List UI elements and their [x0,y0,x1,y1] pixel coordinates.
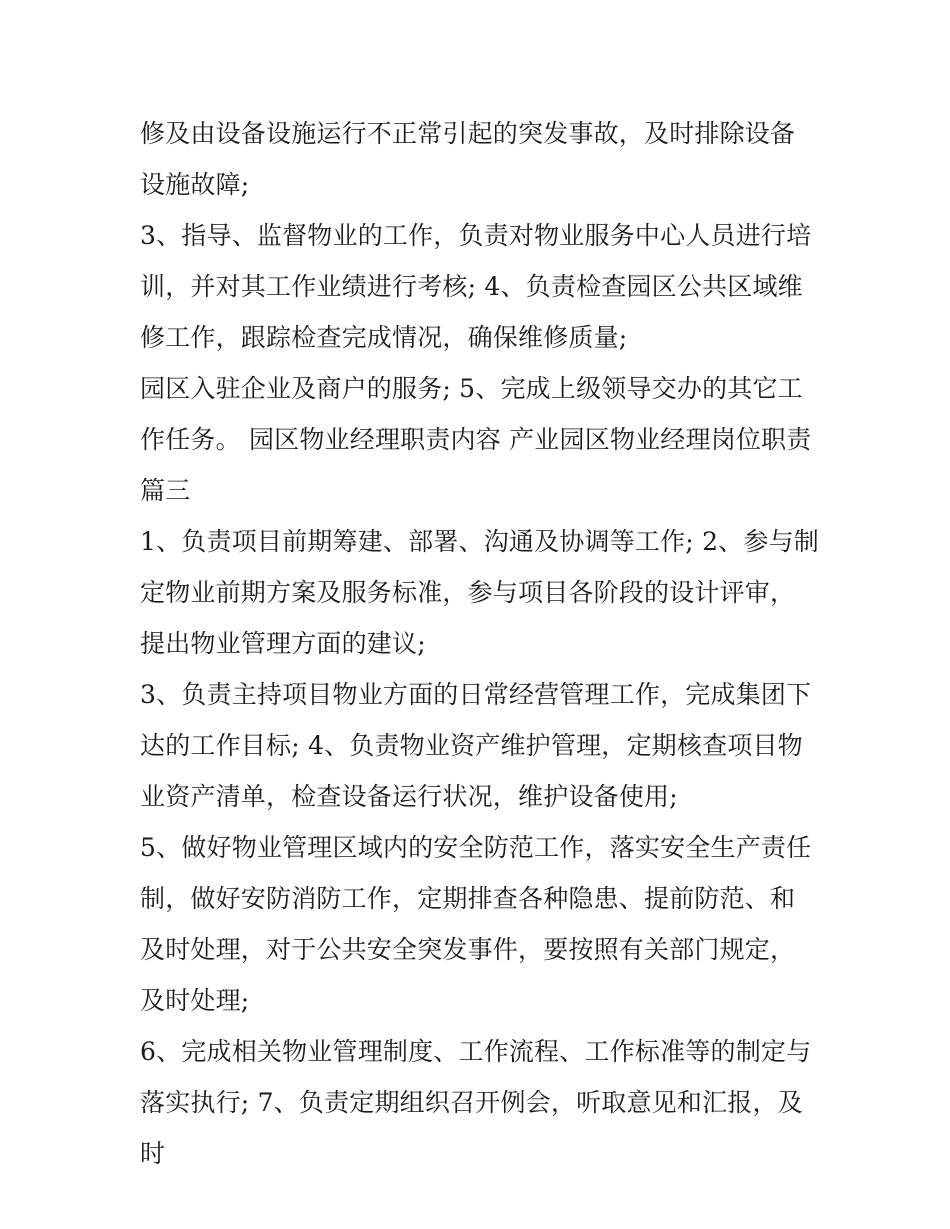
paragraph-4: 1、负责项目前期筹建、部署、沟通及协调等工作; 2、参与制定物业前期方案及服务标准，参与项目各阶段的设计评审，提出物业管理方面的建议; [140,527,819,658]
paragraph-3: 园区入驻企业及商户的服务; 5、完成上级领导交办的其它工作任务。 园区物业经理职责内容 产业园区物业经理岗位职责篇三 [140,374,812,505]
paragraph-7: 6、完成相关物业管理制度、工作流程、工作标准等的制定与落实执行; 7、负责定期组织召开例会，听取意见和汇报，及时 [140,1037,812,1168]
paragraph-1: 修及由设备设施运行不正常引起的突发事故，及时排除设备设施故障; [140,119,796,199]
document-body [140,108,820,1179]
paragraph-5: 3、负责主持项目物业方面的日常经营管理工作，完成集团下达的工作目标; 4、负责物业资产维护管理，定期核查项目物业资产清单，检查设备运行状况，维护设备使用; [140,680,812,811]
paragraph-6: 5、做好物业管理区域内的安全防范工作，落实安全生产责任制，做好安防消防工作，定期排查各种隐患、提前防范、和及时处理，对于公共安全突发事件，要按照有关部门规定，及时处理; [140,833,812,1015]
paragraph-2: 3、指导、监督物业的工作，负责对物业服务中心人员进行培训，并对其工作业绩进行考核; 4、负责检查园区公共区域维修工作，跟踪检查完成情况，确保维修质量; [140,221,812,352]
